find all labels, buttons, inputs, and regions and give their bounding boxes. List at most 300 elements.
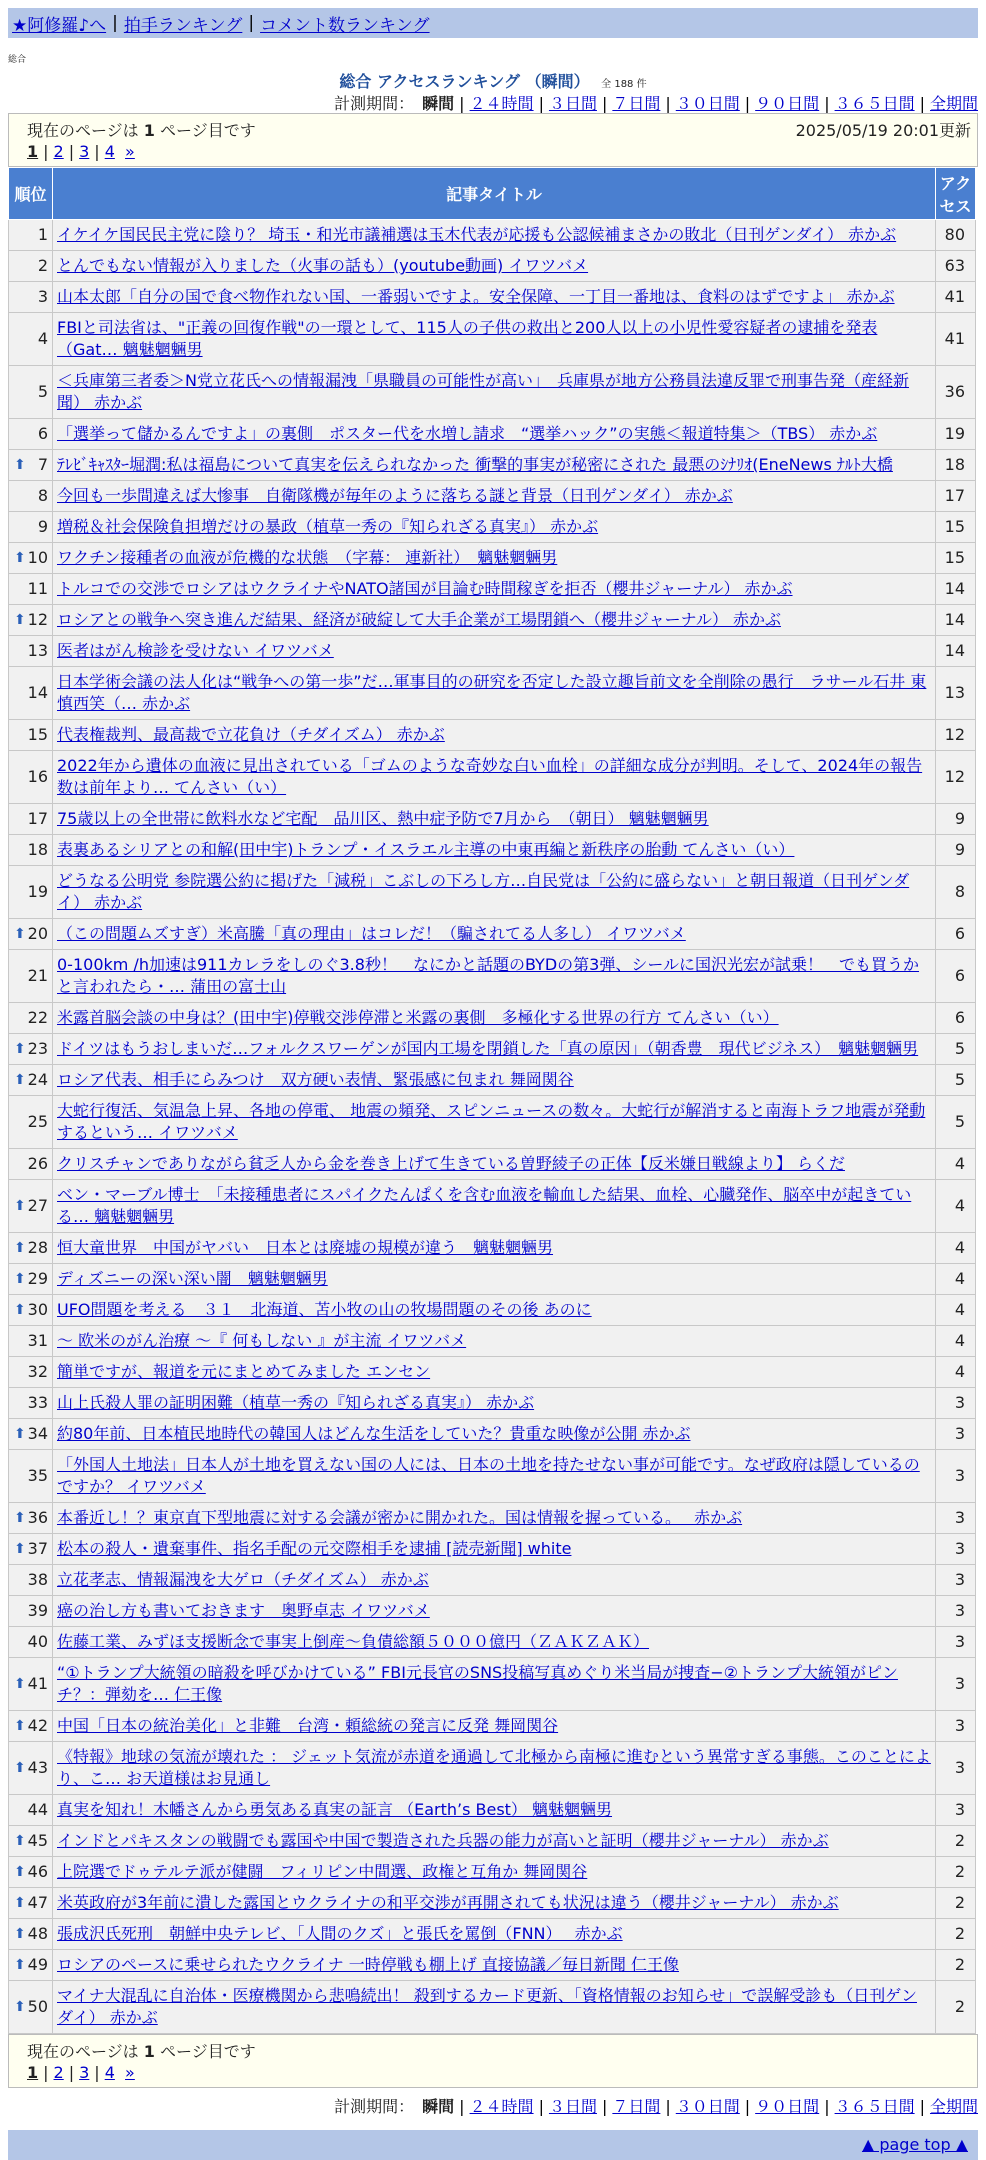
- rank-number: 10: [27, 548, 48, 567]
- article-title-link[interactable]: 立花孝志、情報漏洩を大ゲロ（チダイズム） 赤かぶ: [57, 1570, 429, 1589]
- table-row: [9, 1627, 976, 1658]
- table-row: [9, 835, 976, 866]
- period-option-link[interactable]: ２４時間: [469, 2097, 534, 2116]
- rank-up-arrow-icon: ⬆: [14, 457, 26, 473]
- article-title-link[interactable]: イケイケ国民民主党に陰り？ 埼玉・和光市議補選は玉木代表が応援も公認候補まさかの敗北（日刊ゲンダイ） 赤かぶ: [57, 225, 897, 244]
- access-count: 3: [936, 1503, 976, 1534]
- rank-cell: [9, 1065, 53, 1096]
- article-title-link[interactable]: 代表権裁判、最高裁で立花負け（チダイズム） 赤かぶ: [57, 725, 445, 744]
- rank-cell: [9, 574, 53, 605]
- access-count: 3: [936, 1565, 976, 1596]
- access-count: 4: [936, 1357, 976, 1388]
- table-row: [9, 1658, 976, 1711]
- rank-cell: [9, 1419, 53, 1450]
- rank-cell: [9, 1919, 53, 1950]
- rank-number: 18: [27, 840, 48, 859]
- rank-number: 31: [27, 1331, 48, 1350]
- title-cell: [53, 1326, 936, 1357]
- page-link[interactable]: 2: [53, 2063, 64, 2082]
- rank-number: 40: [27, 1632, 48, 1651]
- access-count: 5: [936, 1034, 976, 1065]
- rank-cell: [9, 1795, 53, 1826]
- period-option-link[interactable]: ２４時間: [469, 94, 534, 113]
- rank-cell: [9, 1826, 53, 1857]
- rank-number: 45: [27, 1831, 48, 1850]
- rank-cell: [9, 605, 53, 636]
- rank-cell: [9, 1503, 53, 1534]
- access-count: 3: [936, 1534, 976, 1565]
- current-page-prefix: 現在のページは: [27, 2042, 139, 2061]
- period-option-link[interactable]: 全期間: [929, 2097, 978, 2116]
- rank-number: 49: [27, 1955, 48, 1974]
- title-cell: [53, 1857, 936, 1888]
- rank-up-arrow-icon: ⬆: [14, 1198, 26, 1214]
- rank-cell: [9, 481, 53, 512]
- rank-number: 33: [27, 1393, 48, 1412]
- access-count: 14: [936, 636, 976, 667]
- updated-timestamp: 2025/05/19 20:01更新: [795, 121, 971, 140]
- table-row: [9, 1826, 976, 1857]
- article-title-link[interactable]: 米露首脳会談の中身は？(田中宇)停戦交渉停滞と米露の裏側 多極化する世界の行方 てんさい（い）: [57, 1008, 779, 1027]
- page-link[interactable]: 3: [79, 2063, 90, 2082]
- table-row: [9, 1919, 976, 1950]
- rank-cell: [9, 1233, 53, 1264]
- table-row: [9, 1233, 976, 1264]
- rank-cell: [9, 1888, 53, 1919]
- article-title-link[interactable]: トルコでの交渉でロシアはウクライナやNATO諸国が目論む時間稼ぎを拒否（櫻井ジャーナル） 赤かぶ: [57, 579, 793, 598]
- article-title-link[interactable]: 上院選でドゥテルテ派が健闘 フィリピン中間選、政権と互角か 舞岡関谷: [57, 1862, 588, 1881]
- access-count: 2: [936, 1981, 976, 2034]
- current-page-number: 1: [143, 2042, 155, 2061]
- rank-up-arrow-icon: ⬆: [14, 926, 26, 942]
- rank-cell: [9, 1857, 53, 1888]
- article-title-link[interactable]: 75歳以上の全世帯に飲料水など宅配 品川区、熱中症予防で7月から （朝日） 魑魅魍魎男: [57, 809, 709, 828]
- title-cell: [53, 1096, 936, 1149]
- page-links: [27, 142, 135, 161]
- access-count: 2: [936, 1826, 976, 1857]
- rank-number: 7: [37, 455, 48, 474]
- article-title-link[interactable]: 増税＆社会保険負担増だけの暴政（植草一秀の『知られざる真実』） 赤かぶ: [57, 517, 599, 536]
- title-cell: [53, 866, 936, 919]
- table-row: [9, 1503, 976, 1534]
- page-current: 1: [27, 2063, 39, 2082]
- rank-number: 34: [27, 1424, 48, 1443]
- rank-number: 47: [27, 1893, 48, 1912]
- page-top-link[interactable]: ▲ page top ▲: [861, 2135, 968, 2154]
- article-title-link[interactable]: 表裏あるシリアとの和解(田中宇)トランプ・イスラエル主導の中東再編と新秩序の胎動 てんさい（い）: [57, 840, 795, 859]
- title-cell: [53, 950, 936, 1003]
- article-title-link[interactable]: ロシア代表、相手にらみつけ 双方硬い表情、緊張感に包まれ 舞岡関谷: [57, 1070, 574, 1089]
- rank-number: 46: [27, 1862, 48, 1881]
- article-title-link[interactable]: 日本学術会議の法人化は“戦争への第一歩”だ…軍事目的の研究を否定した設立趣旨前文を全削除の愚行 ラサール石井 東慎西笑（… 赤かぶ: [57, 672, 927, 713]
- rank-cell: [9, 1326, 53, 1357]
- title-cell: [53, 282, 936, 313]
- title-cell: [53, 1742, 936, 1795]
- period-separator: |: [538, 2097, 544, 2116]
- rank-cell: [9, 419, 53, 450]
- rank-cell: [9, 1096, 53, 1149]
- article-title-link[interactable]: ロシアとの戦争へ突き進んだ結果、経済が破綻して大手企業が工場閉鎖へ（櫻井ジャーナル） 赤かぶ: [57, 610, 781, 629]
- access-count: 2: [936, 1950, 976, 1981]
- period-option-link[interactable]: ３日間: [548, 94, 597, 113]
- table-row: [9, 1065, 976, 1096]
- period-label: 計測期間：: [334, 94, 415, 113]
- table-row: [9, 667, 976, 720]
- rank-up-arrow-icon: ⬆: [14, 612, 26, 628]
- article-title-link[interactable]: FBIと司法省は、"正義の回復作戦"の一環として、115人の子供の救出と200人以上の小児性愛容疑者の逮捕を発表（Gat… 魑魅魍魎男: [57, 318, 878, 359]
- title-cell: [53, 1503, 936, 1534]
- access-count: 2: [936, 1888, 976, 1919]
- article-title-link[interactable]: 医者はがん検診を受けない イワツバメ: [57, 641, 334, 660]
- title-cell: [53, 1357, 936, 1388]
- table-row: [9, 1264, 976, 1295]
- period-separator: |: [919, 2097, 925, 2116]
- access-count: 15: [936, 512, 976, 543]
- page-separator: |: [68, 2063, 75, 2082]
- title-cell: [53, 1388, 936, 1419]
- nav-separator: |: [112, 13, 118, 33]
- ranking-title-row: [0, 69, 986, 91]
- article-title-link[interactable]: 本番近し！？東京直下型地震に対する会議が密かに開かれた。国は情報を握っている。 赤かぶ: [57, 1508, 743, 1527]
- article-title-link[interactable]: ベン・マーブル博士 「未接種患者にスパイクたんぱくを含む血液を輸血した結果、血栓、心臓発作、脳卒中が起きている… 魑魅魍魎男: [57, 1185, 912, 1226]
- table-row: [9, 1034, 976, 1065]
- access-count: 3: [936, 1450, 976, 1503]
- access-count: 2: [936, 1919, 976, 1950]
- article-title-link[interactable]: 《特報》地球の気流が壊れた ： ジェット気流が赤道を通過して北極から南極に進むという異常すぎる事態。このことにより、こ… お天道様はお見通し: [57, 1747, 931, 1788]
- rank-cell: [9, 1034, 53, 1065]
- nav-separator: |: [248, 13, 255, 33]
- rank-number: 1: [37, 225, 48, 244]
- title-cell: [53, 574, 936, 605]
- article-title-link[interactable]: ＜兵庫第三者委＞N党立花氏への情報漏洩「県職員の可能性が高い」 兵庫県が地方公務員法違反罪で刑事告発（産経新聞） 赤かぶ: [57, 371, 909, 412]
- article-title-link[interactable]: 山上氏殺人罪の証明困難（植草一秀の『知られざる真実』） 赤かぶ: [57, 1393, 535, 1412]
- table-row: [9, 1534, 976, 1565]
- rank-cell: [9, 450, 53, 481]
- table-row: [9, 1857, 976, 1888]
- access-count: 5: [936, 1065, 976, 1096]
- current-page-prefix: 現在のページは: [27, 121, 139, 140]
- access-count: 41: [936, 313, 976, 366]
- period-separator: |: [538, 94, 544, 113]
- rank-cell: [9, 1658, 53, 1711]
- access-count: 4: [936, 1326, 976, 1357]
- rank-up-arrow-icon: ⬆: [14, 1302, 26, 1318]
- access-count: 4: [936, 1233, 976, 1264]
- table-row: [9, 220, 976, 251]
- title-cell: [53, 251, 936, 282]
- page-link[interactable]: 4: [104, 2063, 115, 2082]
- rank-cell: [9, 804, 53, 835]
- page-separator: |: [43, 142, 49, 161]
- title-cell: [53, 1003, 936, 1034]
- access-count: 9: [936, 804, 976, 835]
- article-title-link[interactable]: 真実を知れ！木幡さんから勇気ある真実の証言 （Earth’s Best） 魑魅魍魎男: [57, 1800, 613, 1819]
- title-cell: [53, 450, 936, 481]
- article-title-link[interactable]: 0-100km /h加速は911カレラをしのぐ3.8秒！ なにかと話題のBYDの第3弾、シールに国沢光宏が試乗！ でも買うかと言われたら・… 蒲田の富士山: [57, 955, 920, 996]
- rank-cell: [9, 1711, 53, 1742]
- table-row: [9, 1295, 976, 1326]
- article-title-link[interactable]: 中国「日本の統治美化」と非難 台湾・頼総統の発言に反発 舞岡関谷: [57, 1716, 559, 1735]
- comment-ranking-link[interactable]: コメント数ランキング: [260, 15, 430, 36]
- rank-number: 8: [37, 486, 48, 505]
- title-cell: [53, 605, 936, 636]
- access-count: 3: [936, 1795, 976, 1826]
- article-title-link[interactable]: 佐藤工業、みずほ支援断念で事実上倒産～負債総額５０００億円（ＺＡＫＺＡＫ）: [57, 1632, 650, 1651]
- rank-cell: [9, 543, 53, 574]
- table-row: [9, 574, 976, 605]
- table-row: [9, 919, 976, 950]
- rank-up-arrow-icon: ⬆: [14, 550, 26, 566]
- rank-cell: [9, 1149, 53, 1180]
- title-cell: [53, 1149, 936, 1180]
- bottom-bar: [8, 2130, 978, 2160]
- rank-number: 17: [27, 809, 48, 828]
- title-cell: [53, 481, 936, 512]
- table-row: [9, 605, 976, 636]
- period-selector-bottom: [0, 2094, 978, 2116]
- rank-up-arrow-icon: ⬆: [14, 1041, 26, 1057]
- period-separator: |: [744, 94, 751, 113]
- article-title-link[interactable]: ～ 欧米のがん治療 ～『 何もしない 』が主流 イワツバメ: [57, 1331, 467, 1350]
- title-cell: [53, 419, 936, 450]
- page-title: 総合 アクセスランキング （瞬間）: [339, 72, 590, 91]
- period-option-link[interactable]: ３６５日間: [834, 2097, 915, 2116]
- rank-number: 2: [37, 256, 48, 275]
- access-count: 4: [936, 1295, 976, 1326]
- current-page-suffix: ページ目です: [160, 2042, 256, 2061]
- period-option-current: 瞬間: [422, 2097, 455, 2116]
- article-title-link[interactable]: 簡単ですが、報道を元にまとめてみました エンセン: [57, 1362, 431, 1381]
- article-title-link[interactable]: どうなる公明党 参院選公約に掲げた「減税」こぶしの下ろし方…自民党は「公約に盛らない」と朝日報道（日刊ゲンダイ） 赤かぶ: [57, 871, 910, 912]
- table-row: [9, 1596, 976, 1627]
- table-row: [9, 1711, 976, 1742]
- period-separator: |: [824, 2097, 830, 2116]
- access-count: 13: [936, 667, 976, 720]
- table-row: [9, 1388, 976, 1419]
- access-count: 18: [936, 450, 976, 481]
- article-title-link[interactable]: とんでもない情報が入りました（火事の話も）(youtube動画) イワツバメ: [57, 256, 589, 275]
- period-option-link[interactable]: ７日間: [612, 2097, 661, 2116]
- rank-cell: [9, 835, 53, 866]
- rank-cell: [9, 720, 53, 751]
- rank-number: 26: [27, 1154, 48, 1173]
- page-current: 1: [27, 142, 39, 161]
- rank-up-arrow-icon: ⬆: [14, 1676, 26, 1692]
- article-title-link[interactable]: クリスチャンでありながら貧乏人から金を巻き上げて生きている曽野綾子の正体【反米嫌日戦線より】 らくだ: [57, 1154, 845, 1173]
- ranking-table: [8, 167, 976, 2034]
- rank-cell: [9, 512, 53, 543]
- rank-number: 22: [27, 1008, 48, 1027]
- access-count: 12: [936, 751, 976, 804]
- title-cell: [53, 220, 936, 251]
- rank-up-arrow-icon: ⬆: [14, 1541, 26, 1557]
- title-cell: [53, 804, 936, 835]
- table-row: [9, 251, 976, 282]
- table-row: [9, 1419, 976, 1450]
- table-row: [9, 1357, 976, 1388]
- title-cell: [53, 1295, 936, 1326]
- access-count: 2: [936, 1857, 976, 1888]
- title-cell: [53, 1264, 936, 1295]
- article-title-link[interactable]: 張成沢氏死刑 朝鮮中央テレビ、「人間のクズ」と張氏を罵倒（FNN） 赤かぶ: [57, 1924, 623, 1943]
- access-count: 3: [936, 1658, 976, 1711]
- article-title-link[interactable]: ワクチン接種者の血液が危機的な状態 （字幕： 連新社） 魑魅魍魎男: [57, 548, 558, 567]
- table-row: [9, 1096, 976, 1149]
- rank-cell: [9, 950, 53, 1003]
- rank-number: 23: [27, 1039, 48, 1058]
- rank-number: 30: [27, 1300, 48, 1319]
- title-cell: [53, 1565, 936, 1596]
- article-title-link[interactable]: 山本太郎「自分の国で食べ物作れない国、一番弱いですよ。安全保障、一丁目一番地は、食料のはずですよ」 赤かぶ: [57, 287, 895, 306]
- top-nav-bar: [8, 8, 978, 38]
- period-selector-top: [0, 91, 978, 113]
- period-option-link[interactable]: ９０日間: [755, 94, 820, 113]
- rank-up-arrow-icon: ⬆: [14, 1510, 26, 1526]
- home-link[interactable]: ★阿修羅♪へ: [12, 15, 107, 36]
- access-count: 6: [936, 950, 976, 1003]
- title-cell: [53, 751, 936, 804]
- title-cell: [53, 835, 936, 866]
- title-cell: [53, 1627, 936, 1658]
- rank-number: 42: [27, 1716, 48, 1735]
- period-option-link[interactable]: ９０日間: [755, 2097, 820, 2116]
- rank-number: 16: [27, 767, 48, 786]
- title-cell: [53, 919, 936, 950]
- rank-number: 20: [27, 924, 48, 943]
- table-row: [9, 1950, 976, 1981]
- rank-cell: [9, 636, 53, 667]
- article-title-link[interactable]: “①トランプ大統領の暗殺を呼びかけている” FBI元長官のSNS投稿写真めぐり米当局が捜査−②トランプ大統領がピンチ？：弾劾を… 仁王像: [57, 1663, 898, 1704]
- title-cell: [53, 1888, 936, 1919]
- access-count: 9: [936, 835, 976, 866]
- title-cell: [53, 1534, 936, 1565]
- period-separator: |: [459, 2097, 465, 2116]
- rank-number: 39: [27, 1601, 48, 1620]
- table-row: [9, 720, 976, 751]
- article-title-link[interactable]: インドとパキスタンの戦闘でも露国や中国で製造された兵器の能力が高いと証明（櫻井ジャーナル） 赤かぶ: [57, 1831, 829, 1850]
- page-separator: |: [43, 2063, 49, 2082]
- page-link[interactable]: 3: [79, 142, 90, 161]
- article-title-link[interactable]: 恒大童世界 中国がヤバい 日本とは廃墟の規模が違う 魑魅魍魎男: [57, 1238, 554, 1257]
- access-count: 41: [936, 282, 976, 313]
- article-title-link[interactable]: 今回も一歩間違えば大惨事 自衛隊機が毎年のように落ちる謎と背景（日刊ゲンダイ） 赤かぶ: [57, 486, 733, 505]
- period-separator: |: [744, 2097, 751, 2116]
- article-title-link[interactable]: ドイツはもうおしまいだ…フォルクスワーゲンが国内工場を閉鎖した「真の原因」（朝香豊 現代ビジネス） 魑魅魍魎男: [57, 1039, 919, 1058]
- rank-up-arrow-icon: ⬆: [14, 1999, 26, 2015]
- table-row: [9, 950, 976, 1003]
- article-title-link[interactable]: ディズニーの深い深い闇 魑魅魍魎男: [57, 1269, 328, 1288]
- access-count: 15: [936, 543, 976, 574]
- article-title-link[interactable]: ﾃﾚﾋﾞｷｬｽﾀｰ堀潤:私は福島について真実を伝えられなかった 衝撃的事実が秘密にされた 最悪のｼﾅﾘｵ(EneNews ﾅﾙﾄ大橋: [57, 455, 893, 474]
- period-separator: |: [665, 2097, 671, 2116]
- access-count: 14: [936, 574, 976, 605]
- article-title-link[interactable]: 2022年から遺体の血液に見出されている「ゴムのような奇妙な白い血栓」の詳細な成分が判明。そして、2024年の報告数は前年より… てんさい（い）: [57, 756, 923, 797]
- rank-cell: [9, 1003, 53, 1034]
- table-row: [9, 636, 976, 667]
- period-option-link[interactable]: ３０日間: [675, 2097, 740, 2116]
- period-option-link[interactable]: ３日間: [548, 2097, 597, 2116]
- access-count: 80: [936, 220, 976, 251]
- table-row: [9, 1149, 976, 1180]
- rank-up-arrow-icon: ⬆: [14, 1426, 26, 1442]
- rank-cell: [9, 1357, 53, 1388]
- rank-number: 5: [37, 382, 48, 401]
- access-count: 3: [936, 1742, 976, 1795]
- rank-number: 43: [27, 1758, 48, 1777]
- article-title-link[interactable]: ロシアのペースに乗せられたウクライナ 一時停戦も棚上げ 直接協議／毎日新聞 仁王像: [57, 1955, 679, 1974]
- period-option-link[interactable]: ３６５日間: [834, 94, 915, 113]
- rank-cell: [9, 667, 53, 720]
- table-row: [9, 1565, 976, 1596]
- article-title-link[interactable]: 「選挙って儲かるんですよ」の裏側 ポスター代を水増し請求 “選挙ハック”の実態＜報道特集＞（TBS） 赤かぶ: [57, 424, 878, 443]
- rank-number: 3: [37, 287, 48, 306]
- page-link[interactable]: 4: [104, 142, 115, 161]
- next-page-link[interactable]: »: [125, 142, 135, 161]
- article-title-link[interactable]: マイナ大混乱に自治体・医療機関から悲鳴続出！ 殺到するカード更新、「資格情報のお知らせ」で誤解受診も（日刊ゲンダイ） 赤かぶ: [57, 1986, 917, 2027]
- title-cell: [53, 667, 936, 720]
- title-cell: [53, 1711, 936, 1742]
- article-title-link[interactable]: 大蛇行復活、気温急上昇、各地の停電、 地震の頻発、スピンニュースの数々。大蛇行が解消すると南海トラフ地震が発動するという… イワツバメ: [57, 1101, 926, 1142]
- period-option-link[interactable]: ３０日間: [675, 94, 740, 113]
- article-title-link[interactable]: UFO問題を考える ３１ 北海道、苫小牧の山の牧場問題のその後 あのに: [57, 1300, 592, 1319]
- pager-bottom: [8, 2034, 978, 2088]
- rank-number: 11: [27, 579, 48, 598]
- article-title-link[interactable]: 「外国人土地法」日本人が土地を買えない国の人には、日本の土地を持たせない事が可能です。なぜ政府は隠しているのですか？ イワツバメ: [57, 1455, 920, 1496]
- rank-cell: [9, 313, 53, 366]
- rank-number: 25: [27, 1112, 48, 1131]
- rank-number: 9: [37, 517, 48, 536]
- page-link[interactable]: 2: [53, 142, 64, 161]
- period-option-current: 瞬間: [422, 94, 455, 113]
- article-title-link[interactable]: （この問題ムズすぎ）米高騰「真の理由」はコレだ！（騙されてる人多し） イワツバメ: [57, 924, 686, 943]
- title-cell: [53, 366, 936, 419]
- applause-ranking-link[interactable]: 拍手ランキング: [123, 15, 243, 36]
- period-separator: |: [601, 2097, 608, 2116]
- table-row: [9, 543, 976, 574]
- article-title-link[interactable]: 松本の殺人・遺棄事件、指名手配の元交際相手を逮捕 [読売新聞] white: [57, 1539, 572, 1558]
- access-count: 63: [936, 251, 976, 282]
- rank-up-arrow-icon: ⬆: [14, 1957, 26, 1973]
- access-count: 6: [936, 919, 976, 950]
- table-row: [9, 1795, 976, 1826]
- table-row: [9, 419, 976, 450]
- table-row: [9, 450, 976, 481]
- rank-cell: [9, 1565, 53, 1596]
- article-title-link[interactable]: 癌の治し方も書いておきます 奥野卓志 イワツバメ: [57, 1601, 430, 1620]
- article-title-link[interactable]: 約80年前、日本植民地時代の韓国人はどんな生活をしていた？貴重な映像が公開 赤かぶ: [57, 1424, 691, 1443]
- rank-cell: [9, 1742, 53, 1795]
- period-option-link[interactable]: ７日間: [612, 94, 661, 113]
- rank-cell: [9, 919, 53, 950]
- current-page-text: [27, 2039, 256, 2062]
- rank-number: 29: [27, 1269, 48, 1288]
- next-page-link[interactable]: »: [125, 2063, 135, 2082]
- rank-up-arrow-icon: ⬆: [14, 1718, 26, 1734]
- title-cell: [53, 1981, 936, 2034]
- rank-number: 28: [27, 1238, 48, 1257]
- rank-cell: [9, 220, 53, 251]
- period-option-link[interactable]: 全期間: [929, 94, 978, 113]
- section-label: 総合: [8, 55, 27, 65]
- article-title-link[interactable]: 米英政府が3年前に潰した露国とウクライナの和平交渉が再開されても状況は違う（櫻井ジャーナル） 赤かぶ: [57, 1893, 839, 1912]
- rank-up-arrow-icon: ⬆: [14, 1240, 26, 1256]
- access-count: 36: [936, 366, 976, 419]
- title-cell: [53, 1795, 936, 1826]
- current-page-text: [27, 118, 256, 141]
- table-row: [9, 481, 976, 512]
- title-cell: [53, 1180, 936, 1233]
- rank-number: 48: [27, 1924, 48, 1943]
